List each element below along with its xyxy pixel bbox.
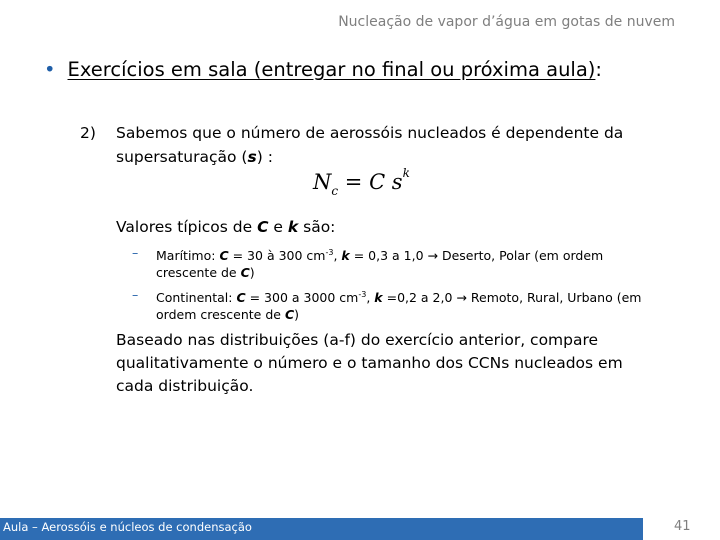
item-number: 2) [80,124,96,142]
continental-c2: C [284,307,295,322]
continental-comma: , [366,290,375,305]
maritime-close: ) [249,265,255,280]
vt-c: C [257,218,269,236]
maritime-c: C [219,248,229,263]
maritime-comma: , [333,248,342,263]
continental-tail: Remoto, Rural, Urbano (em ordem crescente de [156,290,642,322]
formula-rhs: = C s [344,170,403,194]
continental-c: C [236,290,246,305]
item-text-a: Sabemos que o número de aerossóis nucleados é dependente da supersaturação ( [116,124,624,166]
item-text [116,121,676,169]
item-text-b: ) : [256,148,273,166]
page-number: 41 [674,519,691,534]
maritime-range-c: = 30 à 300 cm [228,248,326,263]
formula-subscript: c [331,184,339,198]
title-text: Exercícios em sala (entregar no final ou próxima aula) [67,58,596,81]
maritime-tail: Deserto, Polar (em ordem crescente de [156,248,604,280]
maritime-c2: C [240,265,250,280]
continental-text [156,286,666,323]
slide-title [44,58,602,81]
title-bullet: • [44,58,56,81]
title-colon: : [595,58,602,81]
maritime-dash: – [132,245,139,260]
maritime-k: k [341,248,350,263]
instruction-paragraph: Baseado nas distribuições (a-f) do exercício anterior, compare qualitativamente o número e o tamanho dos CCNs nucleados em cada distribuição. [116,331,623,395]
continental-exp: -3 [358,290,367,299]
continental-range-c: = 300 a 3000 cm [245,290,359,305]
formula-n: N [313,170,332,194]
footer-bar [0,518,643,540]
continental-close: ) [294,307,300,322]
continental-range-k: =0,2 a 2,0 [382,290,457,305]
vt-a: Valores típicos de [116,218,258,236]
vt-b: são: [298,218,336,236]
typical-values-heading [116,218,335,236]
formula-exponent: k [402,166,410,180]
continental-k: k [374,290,383,305]
item-var-s: s [247,148,257,166]
arrow-icon: → [456,290,467,305]
slide-header: Nucleação de vapor d’água em gotas de nuvem [338,14,675,30]
vt-e: e [268,218,288,236]
maritime-label: Marítimo: [156,248,220,263]
vt-k: k [287,218,299,236]
maritime-exp: -3 [325,248,334,257]
continental-label: Continental: [156,290,237,305]
footer-text: Aula – Aerossóis e núcleos de condensação [3,520,252,534]
maritime-text [156,244,666,281]
arrow-icon: → [427,248,438,263]
nucleation-formula [313,166,410,198]
continental-dash: – [132,287,139,302]
maritime-range-k: = 0,3 a 1,0 [349,248,428,263]
